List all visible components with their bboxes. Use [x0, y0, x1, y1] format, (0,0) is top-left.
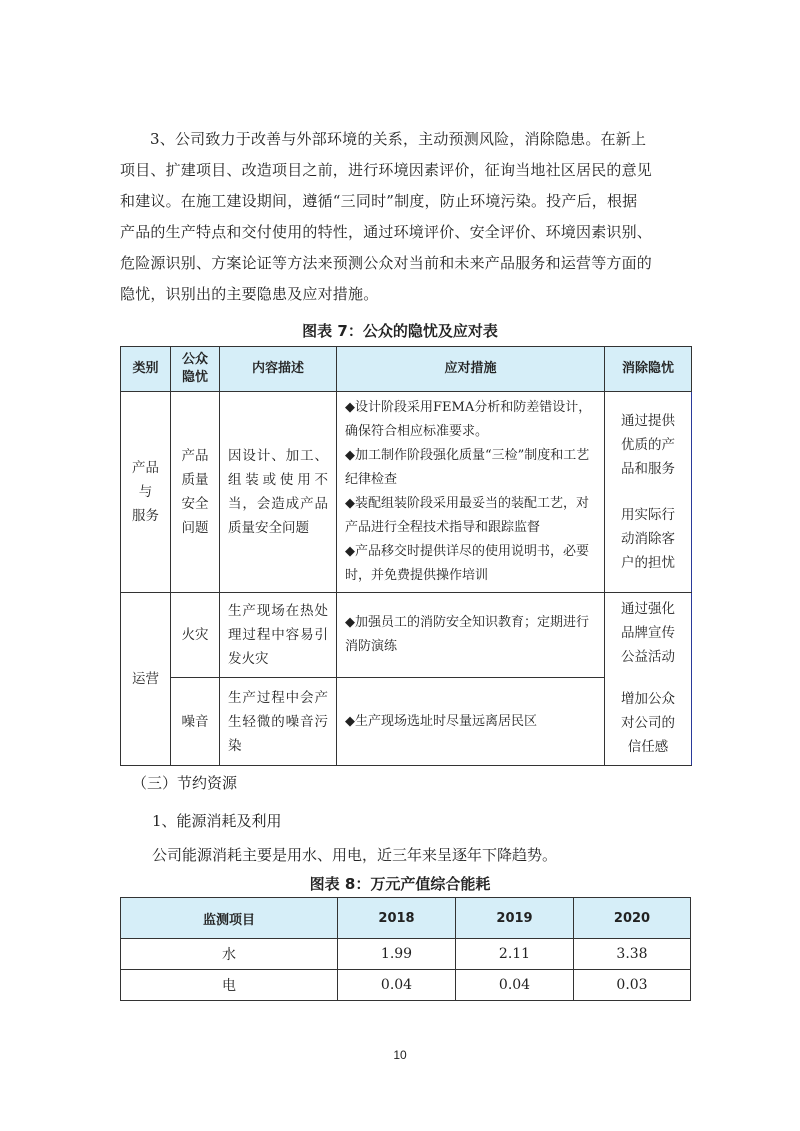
table-row: [121, 939, 691, 970]
value-2020: 3.38: [574, 939, 691, 970]
measure-noise: ◆生产现场选址时尽量远离居民区: [337, 678, 605, 766]
value-2020: 0.03: [574, 970, 691, 1001]
header-2019: 2019: [456, 898, 574, 939]
header-item: 监测项目: [121, 898, 338, 939]
section-subheading: 1、能源消耗及利用: [152, 812, 282, 830]
table-row: [121, 593, 692, 678]
measures-product: ◆设计阶段采用FEMA分析和防差错设计，确保符合相应标准要求。 ◆加工制作阶段强化质量“三检”制度和工艺纪律检查 ◆装配组装阶段采用最妥当的装配工艺，对产品进行全程技术指导和跟踪监督 ◆产品移交时提供详尽的使用说明书，必要时，并免费提供操作培训: [337, 392, 605, 593]
table8: [120, 897, 691, 1001]
header-2020: 2020: [574, 898, 691, 939]
concern-fire: 火灾: [171, 593, 220, 678]
intro-line: 3、公司致力于改善与外部环境的关系，主动预测风险，消除隐患。在新上: [150, 130, 647, 148]
item-water: 水: [121, 939, 338, 970]
table7-header-row: [121, 347, 692, 392]
value-2019: 0.04: [456, 970, 574, 1001]
category-operation: 运营: [121, 593, 171, 766]
intro-line: 产品的生产特点和交付使用的特性，通过环境评价、安全评价、环境因素识别、: [120, 223, 653, 241]
description-product: 因设计、加工、组装或使用不当，会造成产品质量安全问题: [220, 392, 337, 593]
item-electricity: 电: [121, 970, 338, 1001]
table7: [120, 346, 692, 766]
table-row: [121, 970, 691, 1001]
table-row: [121, 392, 692, 593]
effect-product: 通过提供 优质的产 品和服务 用实际行 动消除客 户的担忧: [605, 392, 692, 593]
category-product: 产品 与 服务: [121, 392, 171, 593]
header-concern: 公众隐忧: [171, 347, 220, 392]
intro-line: 项目、扩建项目、改造项目之前，进行环境因素评价，征询当地社区居民的意见: [120, 161, 653, 179]
intro-line: 危险源识别、方案论证等方法来预测公众对当前和未来产品服务和运营等方面的: [120, 254, 653, 272]
header-effect: 消除隐忧: [605, 347, 692, 392]
effect-operation: 通过强化 品牌宣传 公益活动 增加公众 对公司的 信任感: [605, 593, 692, 766]
section-heading: （三）节约资源: [132, 774, 238, 792]
concern-product-quality: 产品 质量 安全 问题: [171, 392, 220, 593]
value-2018: 0.04: [338, 970, 456, 1001]
table8-caption: 图表 8：万元产值综合能耗: [309, 875, 491, 893]
intro-paragraph: [120, 124, 690, 310]
header-2018: 2018: [338, 898, 456, 939]
value-2019: 2.11: [456, 939, 574, 970]
section-text: 公司能源消耗主要是用水、用电，近三年来呈逐年下降趋势。: [152, 846, 558, 864]
page-number: 10: [393, 1048, 407, 1062]
description-noise: 生产过程中会产生轻微的噪音污染: [220, 678, 337, 766]
table8-header-row: [121, 898, 691, 939]
header-description: 内容描述: [220, 347, 337, 392]
intro-line: 和建议。在施工建设期间，遵循“三同时”制度，防止环境污染。投产后，根据: [120, 192, 638, 210]
table7-caption: 图表 7：公众的隐忧及应对表: [302, 322, 498, 340]
description-fire: 生产现场在热处理过程中容易引发火灾: [220, 593, 337, 678]
header-category: 类别: [121, 347, 171, 392]
intro-line: 隐忧，识别出的主要隐患及应对措施。: [120, 285, 379, 303]
measure-fire: ◆加强员工的消防安全知识教育；定期进行消防演练: [337, 593, 605, 678]
concern-noise: 噪音: [171, 678, 220, 766]
header-measures: 应对措施: [337, 347, 605, 392]
value-2018: 1.99: [338, 939, 456, 970]
